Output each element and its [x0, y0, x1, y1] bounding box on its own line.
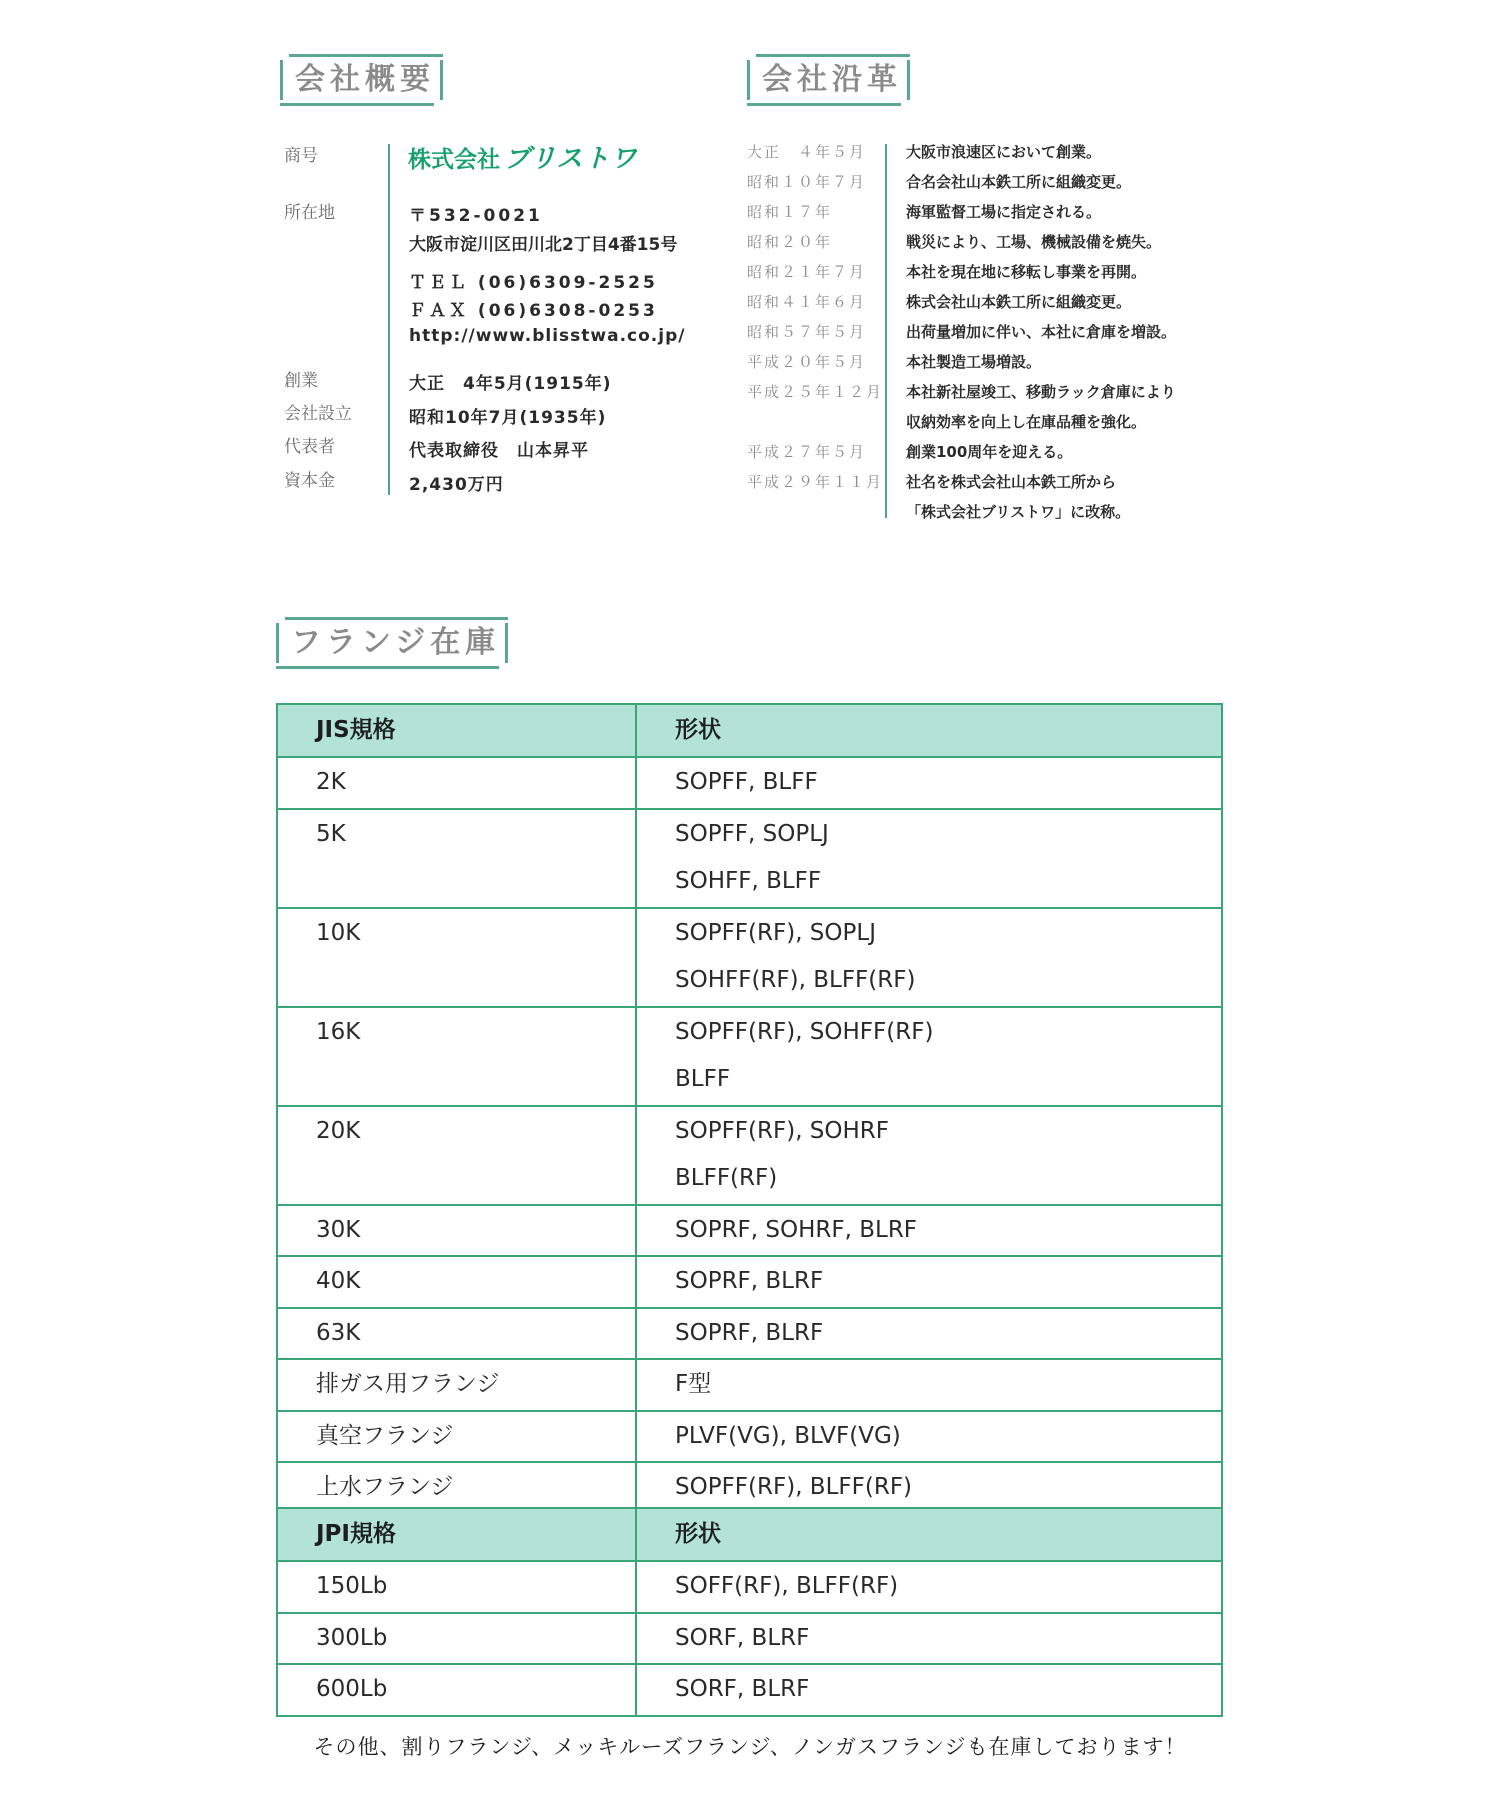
history-text: 戦災により、工場、機械設備を焼失。 — [906, 233, 1162, 251]
history-date: 平成２７年５月 — [747, 443, 867, 461]
cell-shape: PLVF(VG), BLVF(VG) — [636, 1411, 1222, 1463]
label-trade-name: 商号 — [284, 146, 318, 166]
cell-spec: 排ガス用フランジ — [277, 1359, 636, 1411]
history-date: 平成２５年１２月 — [747, 383, 884, 401]
overview-heading-text: 会社概要 — [295, 62, 435, 97]
history-text: 株式会社山本鉄工所に組織変更。 — [906, 293, 1132, 311]
history-date: 昭和２０年 — [747, 233, 833, 251]
label-location: 所在地 — [284, 203, 335, 223]
label-capital: 資本金 — [284, 471, 335, 491]
cell-spec: 2K — [277, 757, 636, 809]
website-url[interactable]: http://www.blisstwa.co.jp/ — [409, 326, 686, 346]
cell-shape: SOPFF(RF), SOHFF(RF) BLFF — [636, 1007, 1222, 1106]
cell-shape: SOFF(RF), BLFF(RF) — [636, 1561, 1222, 1613]
cell-spec: 300Lb — [277, 1613, 636, 1665]
cell-shape: SORF, BLRF — [636, 1664, 1222, 1716]
address: 大阪市淀川区田川北2丁目4番15号 — [409, 235, 678, 255]
cell-spec: 20K — [277, 1106, 636, 1205]
table-row — [277, 1256, 1222, 1308]
history-text-cont: 「株式会社ブリストワ」に改称。 — [906, 503, 1131, 521]
fax: ＦＡＸ (06)6308-0253 — [409, 301, 658, 321]
history-text: 出荷量増加に伴い、本社に倉庫を増設。 — [906, 323, 1177, 341]
history-heading-text: 会社沿革 — [762, 62, 902, 97]
table-row — [277, 1664, 1222, 1716]
table-row — [277, 908, 1222, 1007]
logo-prefix: 株式会社 — [408, 147, 500, 173]
flange-heading-text: フランジ在庫 — [291, 625, 501, 660]
table-row — [277, 1308, 1222, 1360]
history-date: 昭和１０年７月 — [747, 173, 867, 191]
table-row — [277, 1007, 1222, 1106]
cell-shape: SORF, BLRF — [636, 1613, 1222, 1665]
table-row — [277, 1359, 1222, 1411]
table-header-row — [277, 1508, 1222, 1561]
cell-spec: 63K — [277, 1308, 636, 1360]
history-heading — [747, 60, 910, 100]
cell-shape: SOPRF, SOHRF, BLRF — [636, 1205, 1222, 1257]
cell-spec: 600Lb — [277, 1664, 636, 1716]
table-row — [277, 1561, 1222, 1613]
history-text: 創業100周年を迎える。 — [906, 443, 1073, 461]
flange-heading — [276, 623, 508, 663]
cell-shape: SOPFF(RF), BLFF(RF) — [636, 1462, 1222, 1514]
table-row — [277, 1205, 1222, 1257]
cell-shape: F型 — [636, 1359, 1222, 1411]
label-established: 会社設立 — [284, 404, 352, 424]
history-date: 昭和１７年 — [747, 203, 833, 221]
jis-col-shape: 形状 — [636, 704, 1222, 757]
history-date: 昭和５７年５月 — [747, 323, 867, 341]
company-logo — [408, 138, 637, 175]
history-text: 社名を株式会社山本鉄工所から — [906, 473, 1117, 491]
founded-value: 大正 4年5月(1915年) — [409, 374, 612, 394]
table-row — [277, 809, 1222, 908]
cell-shape: SOPFF, BLFF — [636, 757, 1222, 809]
cell-shape: SOPFF(RF), SOHRF BLFF(RF) — [636, 1106, 1222, 1205]
cell-spec: 真空フランジ — [277, 1411, 636, 1463]
representative-value: 代表取締役 山本昇平 — [409, 441, 589, 461]
cell-spec: 16K — [277, 1007, 636, 1106]
table-row — [277, 1411, 1222, 1463]
cell-shape: SOPFF(RF), SOPLJ SOHFF(RF), BLFF(RF) — [636, 908, 1222, 1007]
table-row — [277, 1613, 1222, 1665]
overview-divider — [388, 144, 390, 495]
history-date: 昭和２１年７月 — [747, 263, 867, 281]
history-text: 本社製造工場増設。 — [906, 353, 1042, 371]
overview-heading — [280, 60, 443, 100]
jpi-col-spec: JPI規格 — [277, 1508, 636, 1561]
label-representative: 代表者 — [284, 437, 335, 457]
tel: ＴＥＬ (06)6309-2525 — [409, 273, 658, 293]
table-row — [277, 757, 1222, 809]
history-text: 合名会社山本鉄工所に組織変更。 — [906, 173, 1132, 191]
label-founded: 創業 — [284, 371, 318, 391]
table-header-row — [277, 704, 1222, 757]
jis-table — [276, 703, 1223, 1515]
cell-shape: SOPRF, BLRF — [636, 1256, 1222, 1308]
history-date: 平成２９年１１月 — [747, 473, 884, 491]
jis-col-spec: JIS規格 — [277, 704, 636, 757]
history-divider — [885, 144, 887, 518]
table-row — [277, 1462, 1222, 1514]
cell-shape: SOPRF, BLRF — [636, 1308, 1222, 1360]
history-text: 本社新社屋竣工、移動ラック倉庫により — [906, 383, 1176, 401]
jpi-col-shape: 形状 — [636, 1508, 1222, 1561]
table-row — [277, 1106, 1222, 1205]
history-date: 大正 ４年５月 — [747, 143, 867, 161]
cell-spec: 5K — [277, 809, 636, 908]
history-date: 平成２０年５月 — [747, 353, 867, 371]
cell-shape: SOPFF, SOPLJ SOHFF, BLFF — [636, 809, 1222, 908]
cell-spec: 30K — [277, 1205, 636, 1257]
history-date: 昭和４１年６月 — [747, 293, 867, 311]
history-text: 海軍監督工場に指定される。 — [906, 203, 1102, 221]
postal-code: 〒532-0021 — [409, 206, 543, 226]
jpi-table — [276, 1507, 1223, 1717]
cell-spec: 150Lb — [277, 1561, 636, 1613]
history-text-cont: 収納効率を向上し在庫品種を強化。 — [906, 413, 1147, 431]
history-text: 大阪市浪速区において創業。 — [906, 143, 1102, 161]
cell-spec: 40K — [277, 1256, 636, 1308]
cell-spec: 10K — [277, 908, 636, 1007]
cell-spec: 上水フランジ — [277, 1462, 636, 1514]
capital-value: 2,430万円 — [409, 475, 504, 495]
established-value: 昭和10年7月(1935年) — [409, 408, 607, 428]
history-text: 本社を現在地に移転し事業を再開。 — [906, 263, 1147, 281]
logo-brand: ブリストワ — [504, 144, 638, 174]
stock-note: その他、割りフランジ、メッキルーズフランジ、ノンガスフランジも在庫しております！ — [313, 1735, 1187, 1759]
